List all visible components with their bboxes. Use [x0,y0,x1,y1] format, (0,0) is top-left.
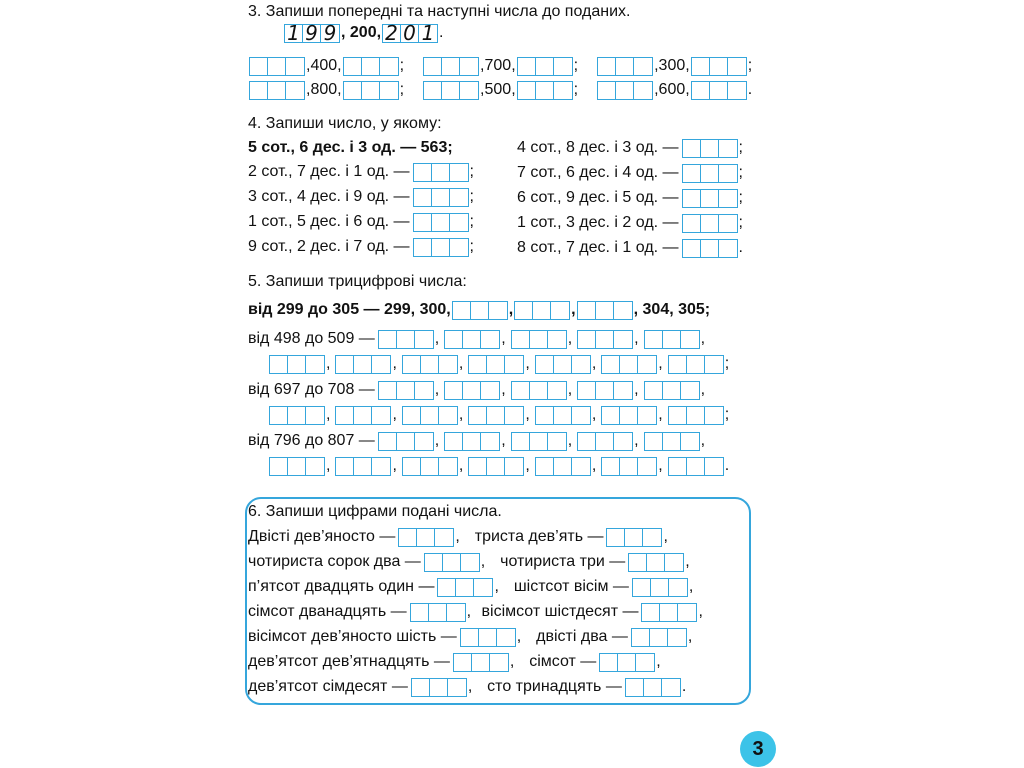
answer-box[interactable] [535,457,591,476]
answer-box[interactable] [511,330,567,349]
ex5-range-row: від 498 до 509 — , , , , , [248,330,706,347]
ex3-example: 1 9 9 , 200, 2 0 1 . [283,21,443,45]
ex5-range-continue: , , , , , , ; [268,403,733,427]
answer-box[interactable] [460,628,516,647]
answer-box[interactable] [514,301,570,320]
answer-box[interactable] [269,406,325,425]
answer-box[interactable] [641,603,697,622]
ex5-range-continue: , , , , , , . [268,454,733,478]
answer-box[interactable] [535,355,591,374]
ex6-row: дев’ятсот дев’ятнадцять — , сімсот — , [248,653,661,670]
answer-box[interactable] [413,163,469,182]
ex4-right-item: 8 сот., 7 дес. і 1 од. — . [517,239,743,256]
answer-box[interactable] [577,330,633,349]
answer-box[interactable] [413,213,469,232]
answer-box[interactable] [402,457,458,476]
answer-box[interactable] [535,406,591,425]
ex4-title: 4. Запиши число, у якому: [248,115,442,132]
answer-box[interactable] [601,457,657,476]
answer-box[interactable] [682,164,738,183]
answer-box[interactable] [410,603,466,622]
answer-box[interactable] [601,406,657,425]
answer-box[interactable] [444,330,500,349]
ex4-right-item: 7 сот., 6 дес. і 4 од. — ; [517,164,743,181]
ex5-range-row: від 796 до 807 — , , , , , [248,432,706,449]
answer-box[interactable] [335,355,391,374]
answer-box[interactable] [577,301,633,320]
answer-box[interactable] [468,457,524,476]
answer-box[interactable] [644,330,700,349]
answer-box[interactable] [517,81,573,100]
answer-box[interactable] [411,678,467,697]
ex5-title: 5. Запиши трицифрові числа: [248,273,467,290]
answer-box[interactable] [423,81,479,100]
answer-box[interactable] [606,528,662,547]
answer-box[interactable] [249,81,305,100]
answer-box[interactable] [691,57,747,76]
answer-box[interactable] [413,188,469,207]
answer-box[interactable] [413,238,469,257]
ex4-right-item: 1 сот., 3 дес. і 2 од. — ; [517,214,743,231]
answer-box[interactable] [444,381,500,400]
ex5-range-continue: , , , , , , ; [268,352,733,376]
answer-box[interactable] [378,381,434,400]
ex6-row: сімсот дванадцять — , вісімсот шістдесят — , [248,603,703,620]
answer-box[interactable] [398,528,454,547]
ex6-row: вісімсот дев’яносто шість — , двісті два — , [248,628,693,645]
answer-box[interactable] [597,81,653,100]
ex4-left-item: 1 сот., 5 дес. і 6 од. — ; [248,213,474,230]
answer-box[interactable] [517,57,573,76]
answer-box[interactable] [378,330,434,349]
answer-box[interactable] [468,355,524,374]
answer-box[interactable] [691,81,747,100]
ex3-title: 3. Запиши попередні та наступні числа до поданих. [248,3,631,20]
answer-box[interactable] [423,57,479,76]
answer-box[interactable] [577,381,633,400]
ex3-row2: ,800, ; ,500, ; ,600, . [248,78,752,102]
answer-box[interactable] [682,139,738,158]
answer-box[interactable] [424,553,480,572]
answer-box[interactable] [402,355,458,374]
answer-box[interactable] [599,653,655,672]
answer-box[interactable] [628,553,684,572]
ex4-left-item: 3 сот., 4 дес. і 9 од. — ; [248,188,474,205]
ex6-row: Двісті дев’яносто — , триста дев’ять — , [248,528,668,545]
answer-box[interactable] [437,578,493,597]
answer-box[interactable] [668,457,724,476]
answer-box[interactable] [601,355,657,374]
answer-box[interactable] [269,355,325,374]
answer-box[interactable] [343,57,399,76]
answer-box[interactable] [249,57,305,76]
ex5-range-row: від 697 до 708 — , , , , , [248,381,706,398]
ex5-example: від 299 до 305 — 299, 300, , , , 304, 305; [248,301,711,318]
answer-box[interactable] [682,239,738,258]
answer-box[interactable] [668,355,724,374]
answer-box[interactable] [577,432,633,451]
ex6-title: 6. Запиши цифрами подані числа. [248,503,502,520]
ex6-row: п’ятсот двадцять один — , шістсот вісім — , [248,578,694,595]
ex6-row: дев’ятсот сімдесят — , сто тринадцять — . [248,678,687,695]
ex4-right-item: 4 сот., 8 дес. і 3 од. — ; [517,139,743,156]
answer-box[interactable] [343,81,399,100]
answer-box[interactable] [682,189,738,208]
answer-box[interactable] [632,578,688,597]
answer-box[interactable]: 1 9 9 [284,24,340,43]
answer-box[interactable] [444,432,500,451]
answer-box[interactable] [335,457,391,476]
ex4-right-item: 6 сот., 9 дес. і 5 од. — ; [517,189,743,206]
answer-box[interactable] [468,406,524,425]
ex4-left-item: 9 сот., 2 дес. і 7 од. — ; [248,238,474,255]
page-number-badge: 3 [740,731,776,767]
answer-box[interactable] [453,653,509,672]
answer-box[interactable] [378,432,434,451]
answer-box[interactable] [668,406,724,425]
ex4-left-item: 2 сот., 7 дес. і 1 од. — ; [248,163,474,180]
answer-box[interactable] [644,432,700,451]
answer-box[interactable] [682,214,738,233]
answer-box[interactable] [452,301,508,320]
answer-box[interactable]: 2 0 1 [382,24,438,43]
answer-box[interactable] [625,678,681,697]
answer-box[interactable] [511,432,567,451]
ex4-example: 5 сот., 6 дес. і 3 од. — 563; [248,139,453,156]
ex3-row1: ,400, ; ,700, ; ,300, ; [248,54,752,78]
ex6-row: чотириста сорок два — , чотириста три — , [248,553,690,570]
answer-box[interactable] [402,406,458,425]
answer-box[interactable] [597,57,653,76]
answer-box[interactable] [631,628,687,647]
answer-box[interactable] [644,381,700,400]
answer-box[interactable] [511,381,567,400]
answer-box[interactable] [269,457,325,476]
answer-box[interactable] [335,406,391,425]
